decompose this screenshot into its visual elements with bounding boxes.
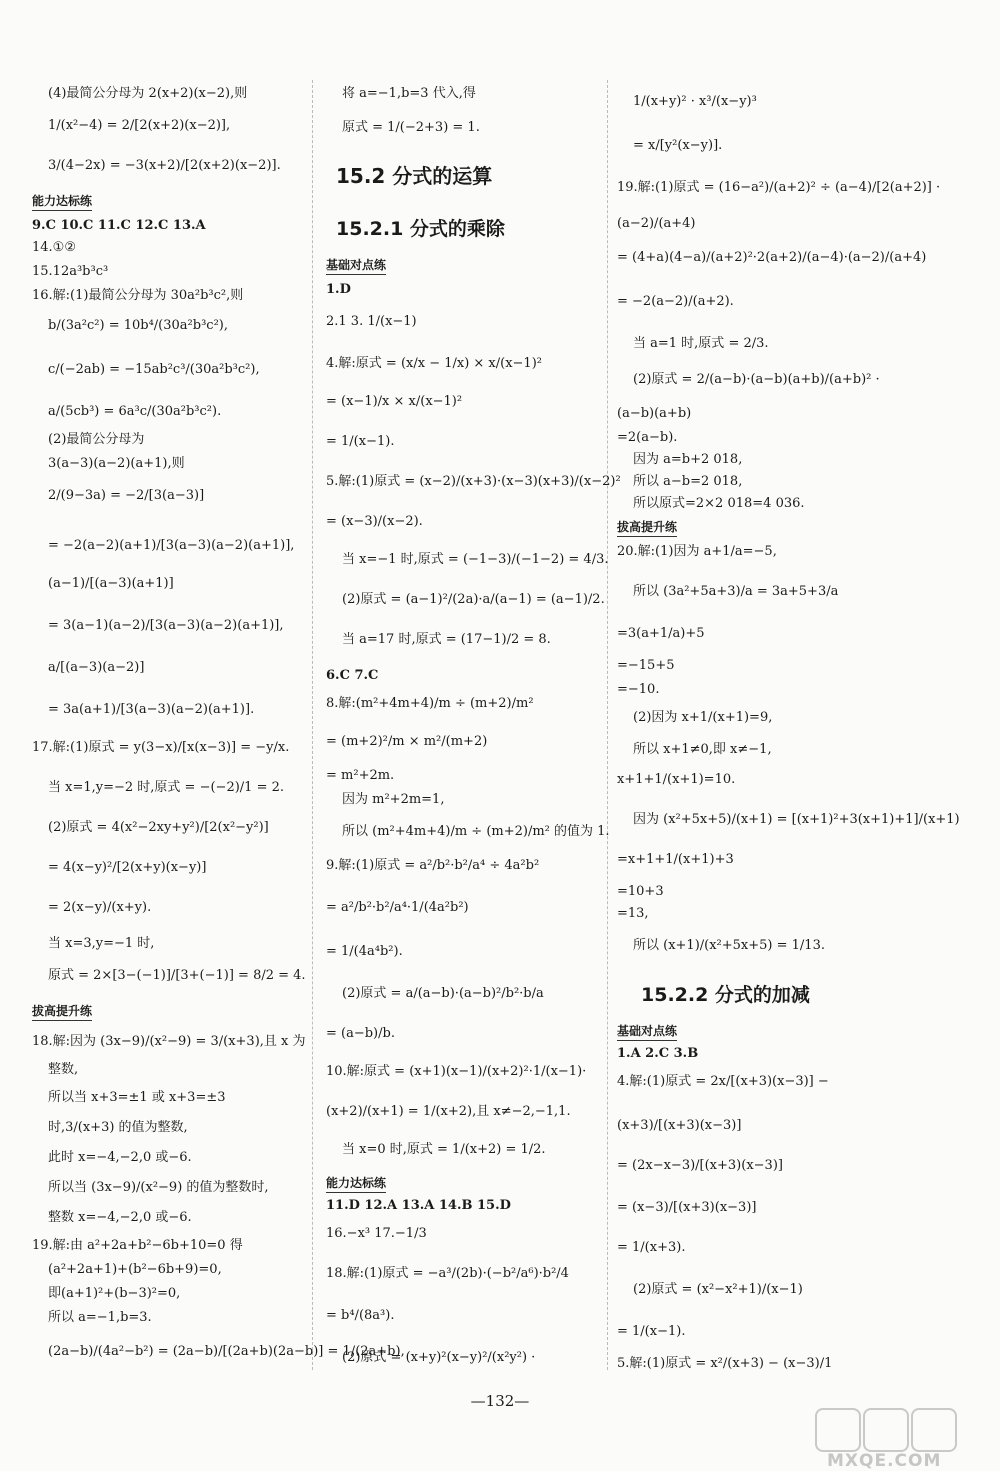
formula-line: b/(3a²c²) = 10b⁴/(30a²b³c²), <box>48 318 228 333</box>
formula-line: (a−2)/(a+4) <box>617 216 696 231</box>
column-divider <box>607 80 608 1370</box>
formula-line: = 3(a−1)(a−2)/[3(a−3)(a−2)(a+1)], <box>48 618 284 633</box>
formula-line: = (2x−x−3)/[(x+3)(x−3)] <box>617 1158 783 1173</box>
formula-line: = 1/(x−1). <box>326 434 395 449</box>
page-number: —132— <box>470 1392 530 1410</box>
formula-line: c/(−2ab) = −15ab²c³/(30a²b³c²), <box>48 362 260 377</box>
text-line: 因为 m²+2m=1, <box>342 792 445 807</box>
formula-line: (2)原式 = 2/(a−b)·(a−b)(a+b)/(a+b)² · <box>633 372 880 387</box>
solution-line: 18.解:因为 (3x−9)/(x²−9) = 3/(x+3),且 x 为 <box>32 1034 306 1049</box>
answer-line: 15.12a³b³c³ <box>32 264 109 279</box>
formula-line: = 2(x−y)/(x+y). <box>48 900 152 915</box>
column-divider <box>312 80 313 1370</box>
text-line: 所以 a=−1,b=3. <box>48 1310 152 1325</box>
formula-line: 即(a+1)²+(b−3)²=0, <box>48 1286 181 1301</box>
formula-line: (2)原式 = 4(x²−2xy+y²)/[2(x²−y²)] <box>48 820 269 835</box>
solution-line: 5.解:(1)原式 = (x−2)/(x+3)·(x−3)(x+3)/(x−2)² <box>326 474 621 489</box>
section-label: 基础对点练 <box>617 1022 677 1041</box>
formula-line: (2)原式 = (x+y)²(x−y)²/(x²y²) · <box>342 1350 536 1365</box>
formula-line: = (a−b)/b. <box>326 1026 395 1041</box>
answer-line: 6.C 7.C <box>326 668 379 683</box>
subsection-heading: 15.2.1 分式的乘除 <box>336 218 505 240</box>
formula-line: =3(a+1/a)+5 <box>617 626 705 641</box>
text-line: 将 a=−1,b=3 代入,得 <box>342 86 476 101</box>
formula-line: =13, <box>617 906 649 921</box>
solution-line: 5.解:(1)原式 = x²/(x+3) − (x−3)/1 <box>617 1356 833 1371</box>
solution-line: 17.解:(1)原式 = y(3−x)/[x(x−3)] = −y/x. <box>32 740 290 755</box>
watermark-url: MXQE.COM <box>827 1451 942 1471</box>
section-label: 能力达标练 <box>326 1174 386 1193</box>
formula-line: 所以 (x+1)/(x²+5x+5) = 1/13. <box>633 938 825 953</box>
formula-line: = 1/(4a⁴b²). <box>326 944 403 959</box>
watermark-tile <box>911 1408 957 1452</box>
formula-line: = −2(a−2)/(a+2). <box>617 294 734 309</box>
section-heading: 15.2 分式的运算 <box>336 164 493 188</box>
text-line: 整数, <box>48 1062 79 1077</box>
formula-line: 3/(4−2x) = −3(x+2)/[2(x+2)(x−2)]. <box>48 158 281 173</box>
formula-line: 当 x=1,y=−2 时,原式 = −(−2)/1 = 2. <box>48 780 284 795</box>
watermark-tile <box>863 1408 909 1452</box>
subsection-heading: 15.2.2 分式的加减 <box>641 984 810 1006</box>
text-line: 所以 x+1≠0,即 x≠−1, <box>633 742 772 757</box>
text-line: 3(a−3)(a−2)(a+1),则 <box>48 456 185 471</box>
section-label: 拔高提升练 <box>32 1002 92 1021</box>
text-line: 因为 a=b+2 018, <box>633 452 743 467</box>
formula-line: (2)原式 = (x²−x²+1)/(x−1) <box>633 1282 803 1297</box>
formula-line: (x+2)/(x+1) = 1/(x+2),且 x≠−2,−1,1. <box>326 1104 571 1119</box>
answer-line: 14.①② <box>32 240 76 255</box>
formula-line: 当 x=0 时,原式 = 1/(x+2) = 1/2. <box>342 1142 546 1157</box>
section-label: 能力达标练 <box>32 192 92 211</box>
formula-line: = (m+2)²/m × m²/(m+2) <box>326 734 488 749</box>
section-label: 拔高提升练 <box>617 518 677 537</box>
formula-line: = 1/(x+3). <box>617 1240 686 1255</box>
answer-line: 9.C 10.C 11.C 12.C 13.A <box>32 218 206 233</box>
formula-line: (2)原式 = (a−1)²/(2a)·a/(a−1) = (a−1)/2. <box>342 592 605 607</box>
solution-line: 19.解:由 a²+2a+b²−6b+10=0 得 <box>32 1238 243 1253</box>
formula-line: = 1/(x−1). <box>617 1324 686 1339</box>
formula-line: = x/[y²(x−y)]. <box>633 138 723 153</box>
formula-line: a/(5cb³) = 6a³c/(30a²b³c²). <box>48 404 222 419</box>
solution-line: 20.解:(1)因为 a+1/a=−5, <box>617 544 777 559</box>
formula-line: a/[(a−3)(a−2)] <box>48 660 145 675</box>
formula-line: = (4+a)(4−a)/(a+2)²·2(a+2)/(a−4)·(a−2)/(a+4) <box>617 250 927 265</box>
formula-line: 当 x=−1 时,原式 = (−1−3)/(−1−2) = 4/3. <box>342 552 609 567</box>
formula-line: (a²+2a+1)+(b²−6b+9)=0, <box>48 1262 222 1277</box>
formula-line: (a−b)(a+b) <box>617 406 692 421</box>
answer-line: 1.D <box>326 282 351 297</box>
formula-line: = a²/b²·b²/a⁴·1/(4a²b²) <box>326 900 469 915</box>
solution-line: 4.解:(1)原式 = 2x/[(x+3)(x−3)] − <box>617 1074 829 1089</box>
formula-line: (2a−b)/(4a²−b²) = (2a−b)/[(2a+b)(2a−b)] = 1/(2a+b), <box>48 1344 405 1359</box>
formula-line: = b⁴/(8a³). <box>326 1308 395 1323</box>
text-line: 所以原式=2×2 018=4 036. <box>633 496 805 511</box>
formula-line: 1/(x²−4) = 2/[2(x+2)(x−2)], <box>48 118 231 133</box>
answer-line: 2.1 3. 1/(x−1) <box>326 314 417 329</box>
text-line: 整数 x=−4,−2,0 或−6. <box>48 1210 192 1225</box>
formula-line: 因为 (x²+5x+5)/(x+1) = [(x+1)²+3(x+1)+1]/(x+1) <box>633 812 960 827</box>
text-line: (2)最简公分母为 <box>48 432 145 447</box>
formula-line: =−15+5 <box>617 658 675 673</box>
formula-line: 原式 = 2×[3−(−1)]/[3+(−1)] = 8/2 = 4. <box>48 968 306 983</box>
formula-line: 2/(9−3a) = −2/[3(a−3)] <box>48 488 205 503</box>
formula-line: = 4(x−y)²/[2(x+y)(x−y)] <box>48 860 207 875</box>
formula-line: 所以 (m²+4m+4)/m ÷ (m+2)/m² 的值为 1. <box>342 824 610 839</box>
formula-line: = (x−3)/(x−2). <box>326 514 423 529</box>
formula-line: (2)因为 x+1/(x+1)=9, <box>633 710 773 725</box>
text-line: (4)最简公分母为 2(x+2)(x−2),则 <box>48 86 248 101</box>
formula-line: = 3a(a+1)/[3(a−3)(a−2)(a+1)]. <box>48 702 255 717</box>
formula-line: 所以当 (3x−9)/(x²−9) 的值为整数时, <box>48 1180 269 1195</box>
text-line: 所以 a−b=2 018, <box>633 474 743 489</box>
formula-line: x+1+1/(x+1)=10. <box>617 772 736 787</box>
solution-line: 8.解:(m²+4m+4)/m ÷ (m+2)/m² <box>326 696 534 711</box>
formula-line: =2(a−b). <box>617 430 678 445</box>
watermark-logo <box>815 1408 985 1471</box>
formula-line: = −2(a−2)(a+1)/[3(a−3)(a−2)(a+1)], <box>48 538 295 553</box>
formula-line: (a−1)/[(a−3)(a+1)] <box>48 576 174 591</box>
formula-line: 当 a=1 时,原式 = 2/3. <box>633 336 769 351</box>
text-line: 此时 x=−4,−2,0 或−6. <box>48 1150 192 1165</box>
answer-line: 1.A 2.C 3.B <box>617 1046 699 1061</box>
formula-line: 当 a=17 时,原式 = (17−1)/2 = 8. <box>342 632 551 647</box>
formula-line: =−10. <box>617 682 660 697</box>
formula-line: = (x−3)/[(x+3)(x−3)] <box>617 1200 757 1215</box>
solution-line: 9.解:(1)原式 = a²/b²·b²/a⁴ ÷ 4a²b² <box>326 858 540 873</box>
solution-line: 18.解:(1)原式 = −a³/(2b)·(−b²/a⁶)·b²/4 <box>326 1266 569 1281</box>
answer-line: 11.D 12.A 13.A 14.B 15.D <box>326 1198 511 1213</box>
text-line: 所以当 x+3=±1 或 x+3=±3 <box>48 1090 226 1105</box>
formula-line: 原式 = 1/(−2+3) = 1. <box>342 120 480 135</box>
formula-line: 时,3/(x+3) 的值为整数, <box>48 1120 188 1135</box>
formula-line: =x+1+1/(x+1)+3 <box>617 852 734 867</box>
solution-line: 19.解:(1)原式 = (16−a²)/(a+2)² ÷ (a−4)/[2(a+2)] · <box>617 180 941 195</box>
formula-line: (x+3)/[(x+3)(x−3)] <box>617 1118 742 1133</box>
formula-line: =10+3 <box>617 884 664 899</box>
formula-line: = m²+2m. <box>326 768 395 783</box>
formula-line: 所以 (3a²+5a+3)/a = 3a+5+3/a <box>633 584 839 599</box>
answer-line: 16.−x³ 17.−1/3 <box>326 1226 427 1241</box>
solution-line: 16.解:(1)最简公分母为 30a²b³c²,则 <box>32 288 244 303</box>
watermark-tile <box>815 1408 861 1452</box>
text-line: 当 x=3,y=−1 时, <box>48 936 155 951</box>
formula-line: = (x−1)/x × x/(x−1)² <box>326 394 463 409</box>
formula-line: 1/(x+y)² · x³/(x−y)³ <box>633 94 757 109</box>
section-label: 基础对点练 <box>326 256 386 275</box>
solution-line: 10.解:原式 = (x+1)(x−1)/(x+2)²·1/(x−1)· <box>326 1064 587 1079</box>
solution-line: 4.解:原式 = (x/x − 1/x) × x/(x−1)² <box>326 356 542 371</box>
formula-line: (2)原式 = a/(a−b)·(a−b)²/b²·b/a <box>342 986 544 1001</box>
